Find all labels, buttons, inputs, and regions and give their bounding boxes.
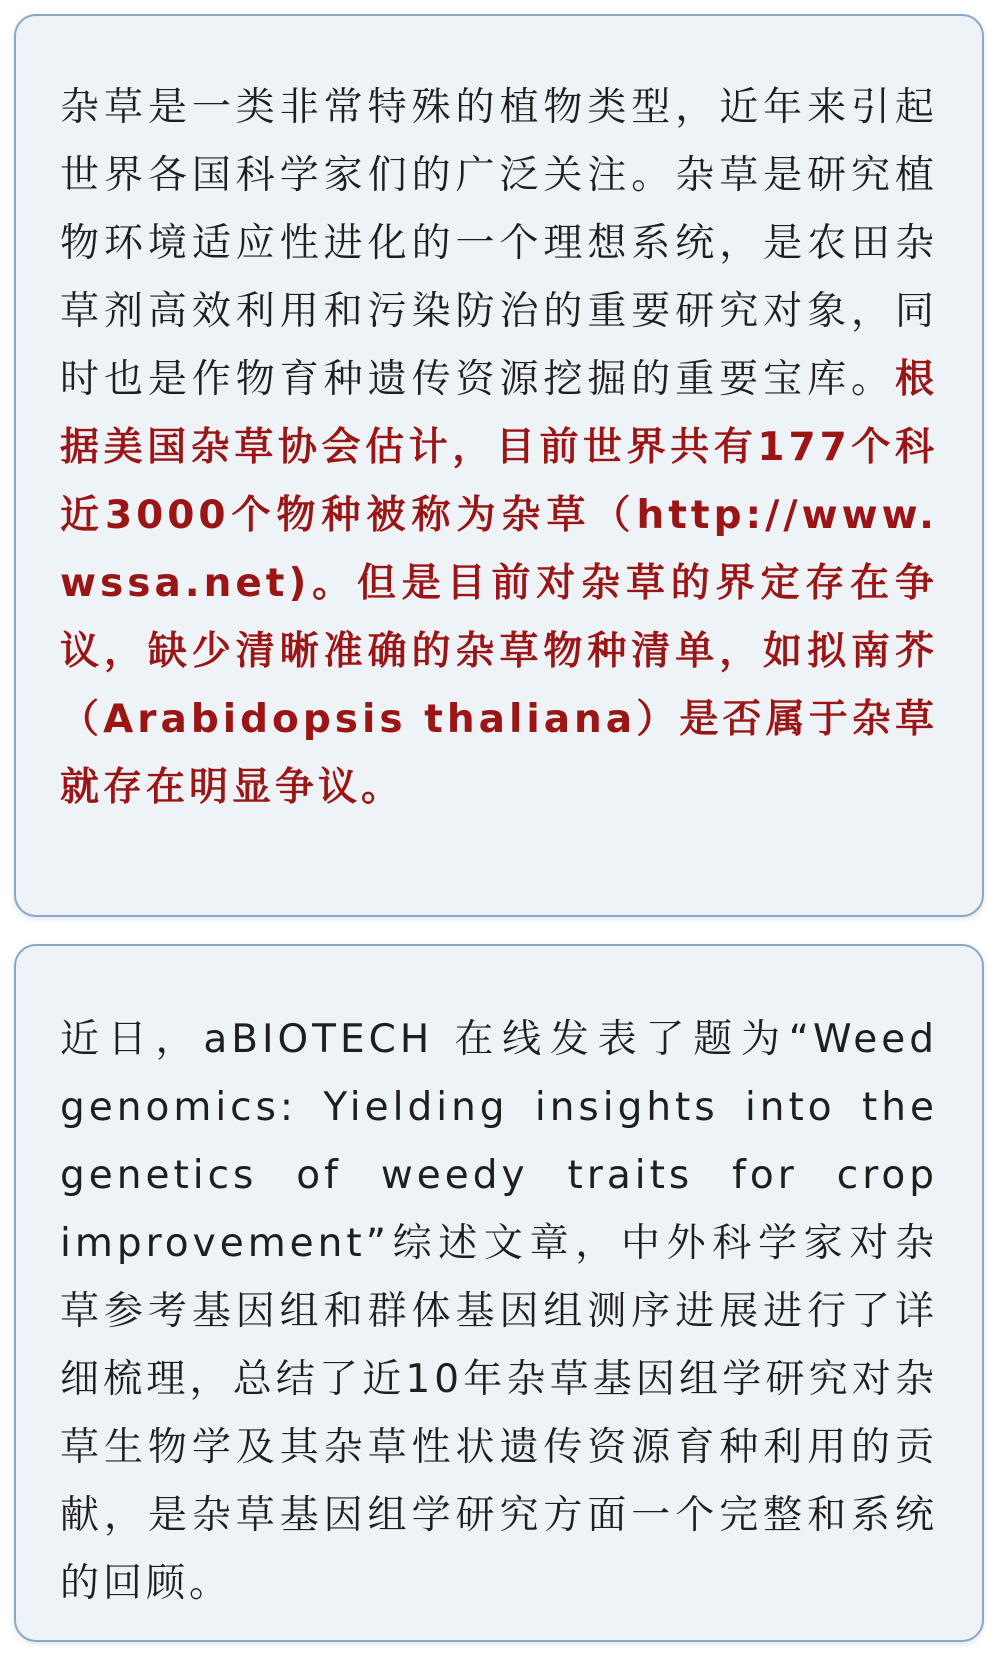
intro-card xyxy=(14,14,984,917)
intro-plain-text: 杂草是一类非常特殊的植物类型，近年来引起世界各国科学家们的广泛关注。杂草是研究植物环境适应性进化的一个理想系统，是农田杂草剂高效利用和污染防治的重要研究对象，同时也是作物育种遗传资源挖掘的重要宝库。 xyxy=(60,85,938,402)
review-card xyxy=(14,944,984,1642)
review-paragraph: 近日，aBIOTECH 在线发表了题为“Weed genomics: Yielding insights into the genetics of weedy traits for crop improvement”综述文章，中外科学家对杂草参考基因组和群体基因组测序进展进行了详细梳理，总结了近10年杂草基因组学研究对杂草生物学及其杂草性状遗传资源育种利用的贡献，是杂草基因组学研究方面一个完整和系统的回顾。 xyxy=(60,1017,938,1606)
intro-paragraph xyxy=(60,74,938,822)
intro-highlighted-text: 根据美国杂草协会估计，目前世界共有177个科近3000个物种被称为杂草（http://www.wssa.net)。但是目前对杂草的界定存在争议，缺少清晰准确的杂草物种清单，如拟南芥（Arabidopsis thaliana）是否属于杂草就存在明显争议。 xyxy=(60,357,938,810)
